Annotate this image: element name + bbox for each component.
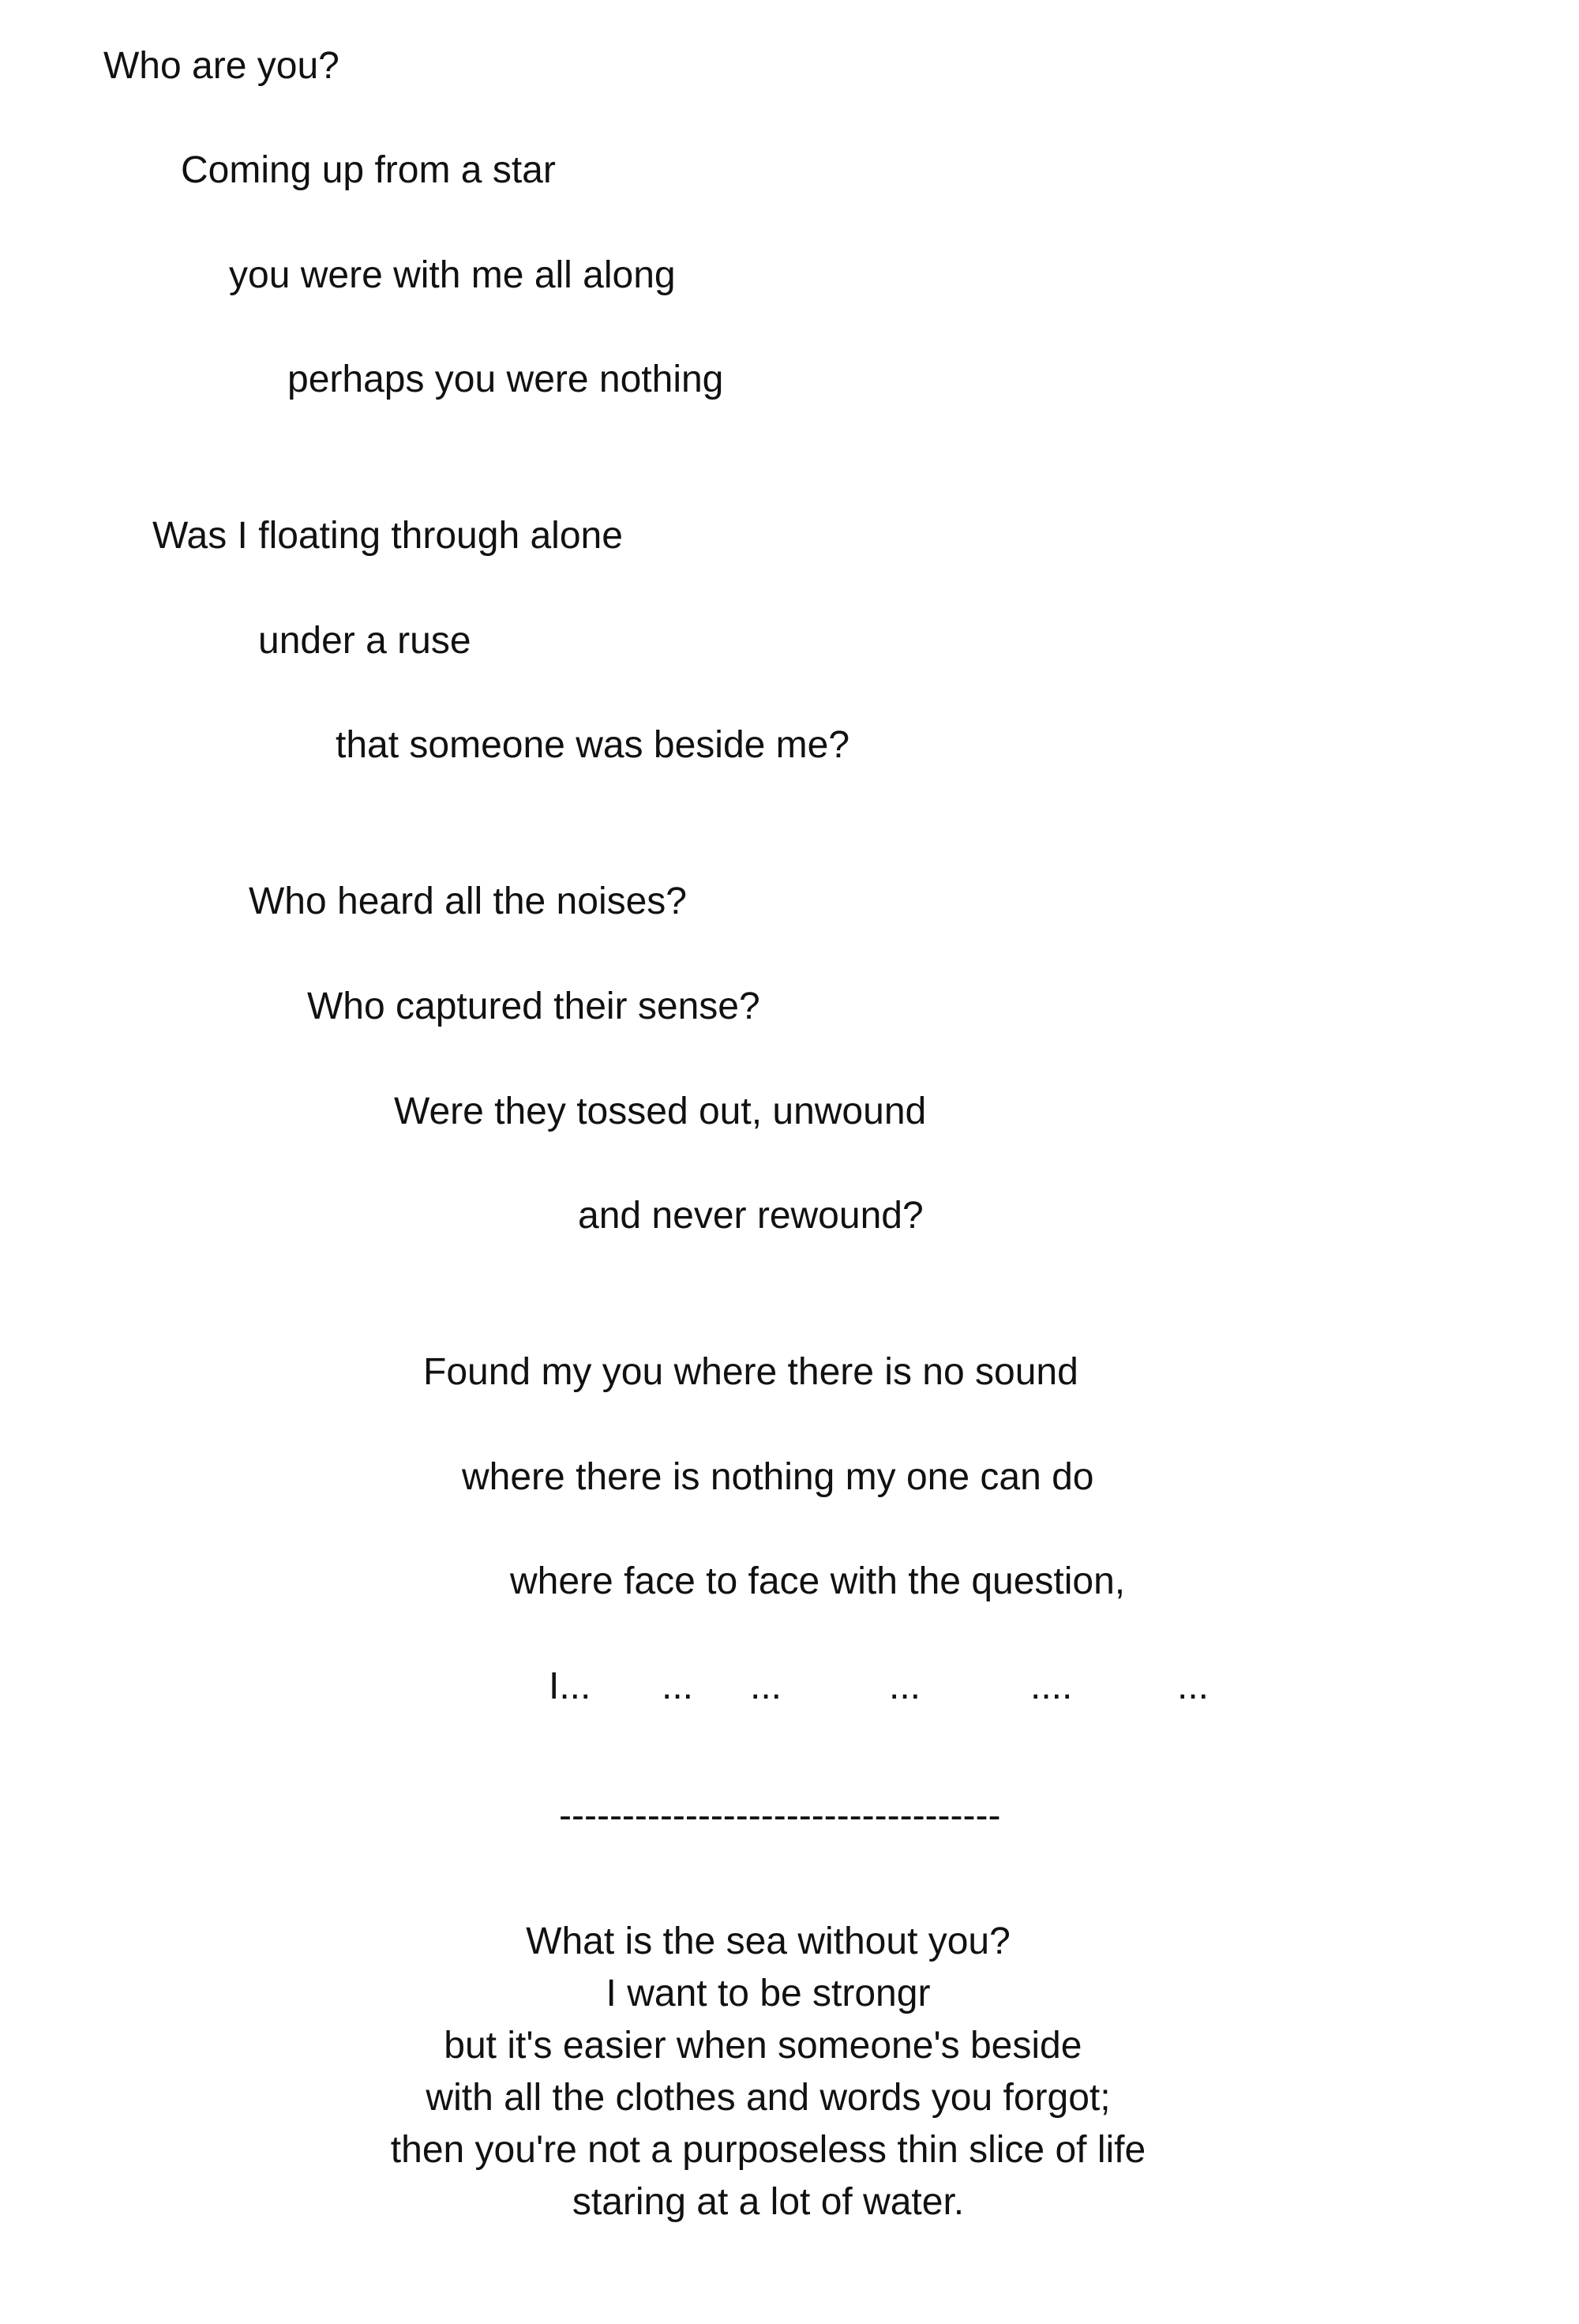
poem-line: where face to face with the question, <box>510 1560 1126 1602</box>
poem-line: staring at a lot of water. <box>572 2181 965 2223</box>
poem-line: that someone was beside me? <box>336 724 850 766</box>
poem-line: Who heard all the noises? <box>249 880 687 922</box>
ellipsis-fragment: .... <box>1030 1665 1073 1707</box>
poem-line: then you're not a purposeless thin slice of life <box>390 2129 1146 2171</box>
poem-line: and never rewound? <box>578 1195 924 1237</box>
poem-line: perhaps you were nothing <box>287 359 724 400</box>
poem-line: where there is nothing my one can do <box>462 1456 1094 1498</box>
poem-line: Who are you? <box>103 45 339 87</box>
poem-line: Found my you where there is no sound <box>423 1351 1078 1393</box>
poem-line: but it's easier when someone's beside <box>444 2025 1093 2067</box>
section-divider: ----------------------------------- <box>559 1795 1001 1837</box>
ellipsis-fragment: ... <box>889 1665 921 1707</box>
poem-line: you were with me all along <box>229 254 676 296</box>
ellipsis-fragment: I... <box>549 1665 591 1707</box>
poem-line: Who captured their sense? <box>307 986 760 1027</box>
ellipsis-fragment: ... <box>750 1665 782 1707</box>
ellipsis-fragment: ... <box>662 1665 694 1707</box>
poem-line: Was I floating through alone <box>152 515 623 557</box>
ellipsis-fragment: ... <box>1177 1665 1210 1707</box>
poem-line: What is the sea without you? <box>526 1920 1011 1962</box>
poem-line: with all the clothes and words you forgot; <box>426 2077 1111 2119</box>
poem-line: Coming up from a star <box>181 149 556 191</box>
poem-line: under a ruse <box>258 620 471 662</box>
poem-line: I want to be strongr <box>606 1973 931 2014</box>
poem-line: Were they tossed out, unwound <box>394 1091 927 1132</box>
